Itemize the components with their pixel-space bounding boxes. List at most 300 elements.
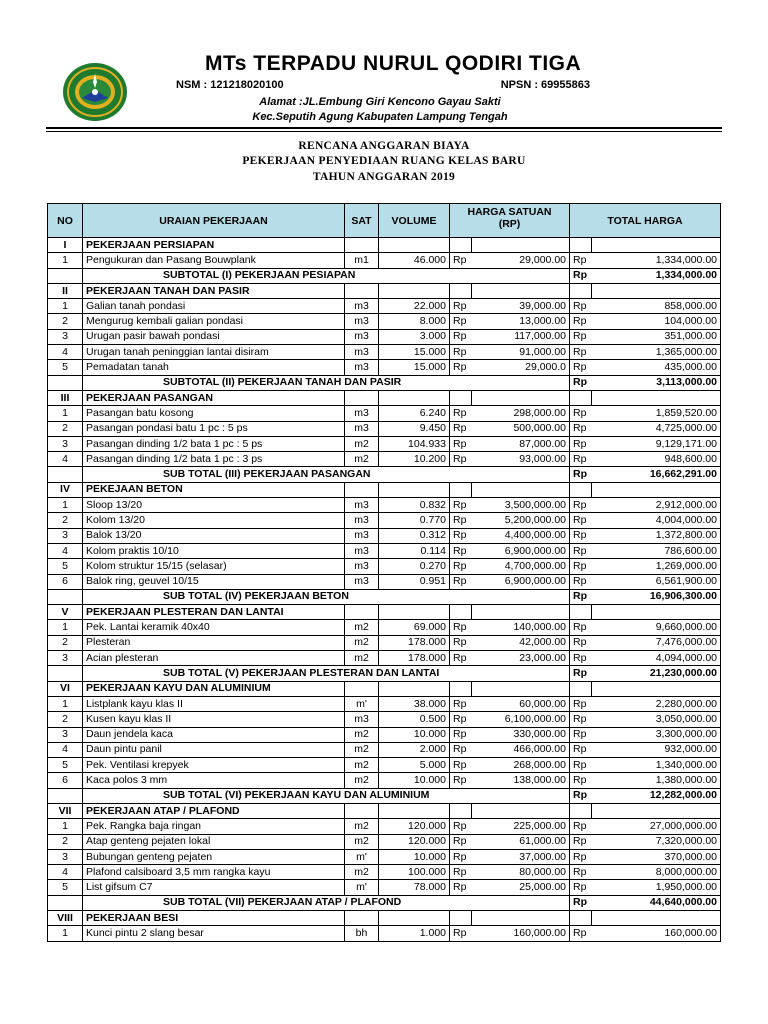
item-total-price: 370,000.00 (592, 849, 721, 864)
item-description: Sloop 13/20 (83, 498, 345, 513)
table-row (48, 727, 721, 742)
item-unit: m3 (345, 498, 379, 513)
empty-cell (592, 283, 721, 298)
item-volume: 10.200 (379, 452, 450, 467)
empty-cell (48, 375, 83, 390)
item-unit-price: 37,000.00 (472, 849, 570, 864)
item-number: 4 (48, 543, 83, 558)
currency-label: Rp (450, 742, 472, 757)
empty-cell (592, 482, 721, 497)
item-total-price: 435,000.00 (592, 360, 721, 375)
item-unit: bh (345, 926, 379, 941)
subtotal-value: 1,334,000.00 (592, 268, 721, 283)
empty-cell (592, 681, 721, 696)
empty-cell (570, 803, 592, 818)
currency-label: Rp (570, 299, 592, 314)
item-volume: 0.114 (379, 543, 450, 558)
empty-cell (345, 390, 379, 405)
item-description: Bubungan genteng pejaten (83, 849, 345, 864)
empty-cell (472, 238, 570, 253)
item-number: 1 (48, 696, 83, 711)
section-row (48, 803, 721, 818)
table-row (48, 880, 721, 895)
empty-cell (345, 238, 379, 253)
currency-label: Rp (570, 360, 592, 375)
item-volume: 5.000 (379, 758, 450, 773)
item-volume: 2.000 (379, 742, 450, 757)
item-unit: m3 (345, 406, 379, 421)
empty-cell (48, 268, 83, 283)
currency-label: Rp (570, 635, 592, 650)
currency-label: Rp (450, 635, 472, 650)
item-description: Pasangan dinding 1/2 bata 1 pc : 5 ps (83, 436, 345, 451)
currency-label: Rp (570, 543, 592, 558)
currency-label: Rp (570, 773, 592, 788)
item-total-price: 932,000.00 (592, 742, 721, 757)
item-description: Balok 13/20 (83, 528, 345, 543)
item-description: Pek. Ventilasi krepyek (83, 758, 345, 773)
empty-cell (472, 911, 570, 926)
school-logo (62, 62, 128, 122)
currency-label: Rp (570, 880, 592, 895)
item-number: 5 (48, 360, 83, 375)
item-unit-price: 91,000.00 (472, 345, 570, 360)
currency-label: Rp (450, 712, 472, 727)
item-unit: m2 (345, 635, 379, 650)
section-number: VII (48, 803, 83, 818)
table-row (48, 329, 721, 344)
empty-cell (450, 390, 472, 405)
item-unit-price: 466,000.00 (472, 742, 570, 757)
item-volume: 15.000 (379, 345, 450, 360)
empty-cell (570, 283, 592, 298)
item-number: 2 (48, 513, 83, 528)
item-volume: 22.000 (379, 299, 450, 314)
section-title: PEKERJAAN BESI (83, 911, 345, 926)
item-volume: 178.000 (379, 651, 450, 666)
subtotal-label: SUBTOTAL (II) PEKERJAAN TANAH DAN PASIR (83, 375, 570, 390)
table-row (48, 696, 721, 711)
empty-cell (472, 390, 570, 405)
item-number: 2 (48, 421, 83, 436)
table-row (48, 253, 721, 268)
item-unit: m3 (345, 314, 379, 329)
item-total-price: 7,476,000.00 (592, 635, 721, 650)
item-unit: m2 (345, 727, 379, 742)
currency-label: Rp (450, 651, 472, 666)
item-number: 3 (48, 727, 83, 742)
currency-label: Rp (570, 742, 592, 757)
budget-table (47, 203, 721, 942)
subtotal-row (48, 467, 721, 482)
section-number: I (48, 238, 83, 253)
item-total-price: 4,094,000.00 (592, 651, 721, 666)
section-row (48, 238, 721, 253)
currency-label: Rp (570, 421, 592, 436)
currency-label: Rp (570, 528, 592, 543)
currency-label: Rp (450, 528, 472, 543)
currency-label: Rp (450, 926, 472, 941)
item-volume: 120.000 (379, 819, 450, 834)
empty-cell (472, 482, 570, 497)
empty-cell (450, 283, 472, 298)
item-total-price: 1,340,000.00 (592, 758, 721, 773)
header-harga-label: HARGA SATUAN (467, 206, 552, 218)
subtotal-row (48, 268, 721, 283)
item-volume: 10.000 (379, 727, 450, 742)
item-unit: m2 (345, 452, 379, 467)
item-volume: 1.000 (379, 926, 450, 941)
subtotal-row (48, 666, 721, 681)
currency-label: Rp (570, 849, 592, 864)
item-volume: 0.770 (379, 513, 450, 528)
table-row (48, 834, 721, 849)
item-total-price: 1,334,000.00 (592, 253, 721, 268)
document-title-line-1: RENCANA ANGGARAN BIAYA (298, 140, 470, 152)
section-number: IV (48, 482, 83, 497)
item-unit-price: 160,000.00 (472, 926, 570, 941)
item-volume: 8.000 (379, 314, 450, 329)
item-total-price: 6,561,900.00 (592, 574, 721, 589)
item-total-price: 8,000,000.00 (592, 865, 721, 880)
item-volume: 0.500 (379, 712, 450, 727)
item-description: Kaca polos 3 mm (83, 773, 345, 788)
section-row (48, 911, 721, 926)
item-total-price: 1,372,800.00 (592, 528, 721, 543)
currency-label: Rp (570, 498, 592, 513)
currency-label: Rp (570, 329, 592, 344)
item-volume: 0.951 (379, 574, 450, 589)
item-unit: m2 (345, 773, 379, 788)
item-total-price: 786,600.00 (592, 543, 721, 558)
item-unit-price: 6,900,000.00 (472, 574, 570, 589)
subtotal-label: SUB TOTAL (VI) PEKERJAAN KAYU DAN ALUMINIUM (83, 788, 570, 803)
item-description: Pemadatan tanah (83, 360, 345, 375)
item-number: 1 (48, 620, 83, 635)
item-unit-price: 298,000.00 (472, 406, 570, 421)
currency-label: Rp (450, 498, 472, 513)
item-number: 5 (48, 559, 83, 574)
empty-cell (345, 482, 379, 497)
item-unit-price: 117,000.00 (472, 329, 570, 344)
item-description: Plafond calsiboard 3,5 mm rangka kayu (83, 865, 345, 880)
table-row (48, 528, 721, 543)
empty-cell (450, 605, 472, 620)
empty-cell (592, 605, 721, 620)
item-unit-price: 29,000.00 (472, 253, 570, 268)
table-row (48, 849, 721, 864)
item-unit: m3 (345, 360, 379, 375)
currency-label: Rp (570, 559, 592, 574)
empty-cell (48, 895, 83, 910)
empty-cell (472, 681, 570, 696)
table-row (48, 406, 721, 421)
currency-label: Rp (450, 834, 472, 849)
item-number: 2 (48, 834, 83, 849)
currency-label: Rp (450, 329, 472, 344)
item-volume: 78.000 (379, 880, 450, 895)
item-description: Pasangan pondasi batu 1 pc : 5 ps (83, 421, 345, 436)
empty-cell (472, 803, 570, 818)
item-unit-price: 87,000.00 (472, 436, 570, 451)
item-total-price: 1,380,000.00 (592, 773, 721, 788)
item-number: 6 (48, 773, 83, 788)
item-unit: m2 (345, 834, 379, 849)
letterhead-divider (46, 127, 722, 129)
item-volume: 100.000 (379, 865, 450, 880)
item-unit-price: 3,500,000.00 (472, 498, 570, 513)
currency-label: Rp (450, 345, 472, 360)
subtotal-value: 12,282,000.00 (592, 788, 721, 803)
header-sat: SAT (345, 204, 379, 238)
empty-cell (450, 482, 472, 497)
currency-label: Rp (570, 696, 592, 711)
item-unit: m' (345, 880, 379, 895)
empty-cell (592, 803, 721, 818)
header-uraian: URAIAN PEKERJAAN (83, 204, 345, 238)
address-line-1: Alamat :JL.Embung Giri Kencono Gayau Sakti (259, 96, 501, 108)
currency-label: Rp (450, 559, 472, 574)
currency-label: Rp (570, 819, 592, 834)
item-unit-price: 60,000.00 (472, 696, 570, 711)
item-number: 1 (48, 299, 83, 314)
item-total-price: 9,129,171.00 (592, 436, 721, 451)
section-number: II (48, 283, 83, 298)
header-total-harga: TOTAL HARGA (570, 204, 721, 238)
item-volume: 0.832 (379, 498, 450, 513)
item-description: Kunci pintu 2 slang besar (83, 926, 345, 941)
item-description: Listplank kayu klas II (83, 696, 345, 711)
currency-label: Rp (450, 253, 472, 268)
currency-label: Rp (570, 589, 592, 604)
item-volume: 3.000 (379, 329, 450, 344)
currency-label: Rp (570, 253, 592, 268)
item-unit: m3 (345, 513, 379, 528)
currency-label: Rp (570, 406, 592, 421)
subtotal-label: SUB TOTAL (VII) PEKERJAAN ATAP / PLAFOND (83, 895, 570, 910)
empty-cell (450, 681, 472, 696)
subtotal-value: 16,906,300.00 (592, 589, 721, 604)
item-total-price: 4,725,000.00 (592, 421, 721, 436)
currency-label: Rp (450, 620, 472, 635)
item-total-price: 9,660,000.00 (592, 620, 721, 635)
section-title: PEKERJAAN KAYU DAN ALUMINIUM (83, 681, 345, 696)
item-description: Daun jendela kaca (83, 727, 345, 742)
table-row (48, 819, 721, 834)
table-header-row (48, 204, 721, 238)
item-number: 1 (48, 819, 83, 834)
currency-label: Rp (450, 696, 472, 711)
item-unit-price: 6,900,000.00 (472, 543, 570, 558)
currency-label: Rp (450, 880, 472, 895)
section-row (48, 482, 721, 497)
item-unit-price: 4,700,000.00 (472, 559, 570, 574)
currency-label: Rp (450, 543, 472, 558)
item-number: 1 (48, 253, 83, 268)
document-title-line-2: PEKERJAAN PENYEDIAAN RUANG KELAS BARU (242, 155, 526, 167)
item-unit: m3 (345, 299, 379, 314)
item-number: 2 (48, 635, 83, 650)
currency-label: Rp (570, 712, 592, 727)
currency-label: Rp (570, 574, 592, 589)
item-unit-price: 25,000.00 (472, 880, 570, 895)
subtotal-value: 21,230,000.00 (592, 666, 721, 681)
item-total-price: 1,859,520.00 (592, 406, 721, 421)
item-total-price: 2,280,000.00 (592, 696, 721, 711)
letterhead-divider-thin (46, 131, 722, 132)
item-description: Pasangan dinding 1/2 bata 1 pc : 3 ps (83, 452, 345, 467)
item-number: 1 (48, 498, 83, 513)
item-number: 6 (48, 574, 83, 589)
nsm-number: NSM : 121218020100 (176, 79, 284, 91)
item-description: Galian tanah pondasi (83, 299, 345, 314)
section-number: V (48, 605, 83, 620)
item-unit-price: 13,000.00 (472, 314, 570, 329)
section-title: PEKERJAAN PASANGAN (83, 390, 345, 405)
item-volume: 0.270 (379, 559, 450, 574)
section-title: PEKERJAAN PLESTERAN DAN LANTAI (83, 605, 345, 620)
currency-label: Rp (450, 406, 472, 421)
item-unit: m2 (345, 819, 379, 834)
currency-label: Rp (450, 865, 472, 880)
currency-label: Rp (450, 452, 472, 467)
currency-label: Rp (450, 421, 472, 436)
section-row (48, 681, 721, 696)
empty-cell (48, 589, 83, 604)
item-unit: m' (345, 849, 379, 864)
item-description: Plesteran (83, 635, 345, 650)
address-line-2: Kec.Seputih Agung Kabupaten Lampung Tengah (252, 111, 508, 123)
currency-label: Rp (450, 299, 472, 314)
npsn-number: NPSN : 69955863 (500, 79, 590, 91)
item-unit: m3 (345, 543, 379, 558)
item-unit-price: 61,000.00 (472, 834, 570, 849)
item-unit-price: 6,100,000.00 (472, 712, 570, 727)
item-volume: 69.000 (379, 620, 450, 635)
subtotal-label: SUB TOTAL (V) PEKERJAAN PLESTERAN DAN LANTAI (83, 666, 570, 681)
item-description: Pasangan batu kosong (83, 406, 345, 421)
empty-cell (379, 238, 450, 253)
empty-cell (379, 283, 450, 298)
subtotal-row (48, 895, 721, 910)
currency-label: Rp (450, 849, 472, 864)
empty-cell (472, 283, 570, 298)
empty-cell (570, 605, 592, 620)
empty-cell (48, 788, 83, 803)
item-unit-price: 225,000.00 (472, 819, 570, 834)
empty-cell (345, 911, 379, 926)
currency-label: Rp (570, 727, 592, 742)
table-row (48, 559, 721, 574)
currency-label: Rp (450, 436, 472, 451)
table-row (48, 436, 721, 451)
header-harga-unit: (RP) (498, 218, 521, 230)
empty-cell (570, 482, 592, 497)
subtotal-label: SUB TOTAL (IV) PEKERJAAN BETON (83, 589, 570, 604)
empty-cell (592, 238, 721, 253)
item-description: Kolom 13/20 (83, 513, 345, 528)
item-volume: 9.450 (379, 421, 450, 436)
currency-label: Rp (570, 865, 592, 880)
item-total-price: 858,000.00 (592, 299, 721, 314)
item-number: 3 (48, 651, 83, 666)
currency-label: Rp (570, 620, 592, 635)
subtotal-row (48, 375, 721, 390)
table-row (48, 651, 721, 666)
item-total-price: 2,912,000.00 (592, 498, 721, 513)
item-unit: m3 (345, 559, 379, 574)
empty-cell (345, 283, 379, 298)
currency-label: Rp (570, 651, 592, 666)
currency-label: Rp (450, 773, 472, 788)
item-number: 2 (48, 314, 83, 329)
currency-label: Rp (570, 926, 592, 941)
item-description: Acian plesteran (83, 651, 345, 666)
table-row (48, 543, 721, 558)
item-unit-price: 138,000.00 (472, 773, 570, 788)
school-emblem-icon (62, 62, 128, 122)
currency-label: Rp (570, 375, 592, 390)
item-total-price: 351,000.00 (592, 329, 721, 344)
table-row (48, 360, 721, 375)
item-unit-price: 23,000.00 (472, 651, 570, 666)
section-title: PEKERJAAN ATAP / PLAFOND (83, 803, 345, 818)
item-total-price: 104,000.00 (592, 314, 721, 329)
empty-cell (472, 605, 570, 620)
table-row (48, 421, 721, 436)
school-ids (176, 79, 590, 91)
empty-cell (570, 390, 592, 405)
item-total-price: 7,320,000.00 (592, 834, 721, 849)
item-unit-price: 29,000.0 (472, 360, 570, 375)
empty-cell (48, 467, 83, 482)
item-volume: 120.000 (379, 834, 450, 849)
empty-cell (345, 681, 379, 696)
item-unit: m' (345, 696, 379, 711)
item-unit: m3 (345, 528, 379, 543)
item-description: Atap genteng pejaten lokal (83, 834, 345, 849)
table-row (48, 742, 721, 757)
empty-cell (379, 390, 450, 405)
item-number: 1 (48, 406, 83, 421)
item-unit: m3 (345, 329, 379, 344)
item-unit-price: 5,200,000.00 (472, 513, 570, 528)
item-unit-price: 500,000.00 (472, 421, 570, 436)
item-total-price: 160,000.00 (592, 926, 721, 941)
empty-cell (379, 911, 450, 926)
document-title-line-3: TAHUN ANGGARAN 2019 (312, 171, 456, 183)
subtotal-value: 16,662,291.00 (592, 467, 721, 482)
item-unit: m3 (345, 345, 379, 360)
item-number: 4 (48, 345, 83, 360)
item-total-price: 1,365,000.00 (592, 345, 721, 360)
item-unit-price: 268,000.00 (472, 758, 570, 773)
subtotal-value: 44,640,000.00 (592, 895, 721, 910)
item-unit-price: 93,000.00 (472, 452, 570, 467)
table-row (48, 926, 721, 941)
item-total-price: 1,950,000.00 (592, 880, 721, 895)
currency-label: Rp (570, 513, 592, 528)
table-row (48, 773, 721, 788)
subtotal-label: SUB TOTAL (III) PEKERJAAN PASANGAN (83, 467, 570, 482)
item-unit-price: 330,000.00 (472, 727, 570, 742)
table-row (48, 498, 721, 513)
item-unit: m2 (345, 758, 379, 773)
item-total-price: 948,600.00 (592, 452, 721, 467)
item-description: Kolom struktur 15/15 (selasar) (83, 559, 345, 574)
currency-label: Rp (570, 345, 592, 360)
empty-cell (48, 666, 83, 681)
